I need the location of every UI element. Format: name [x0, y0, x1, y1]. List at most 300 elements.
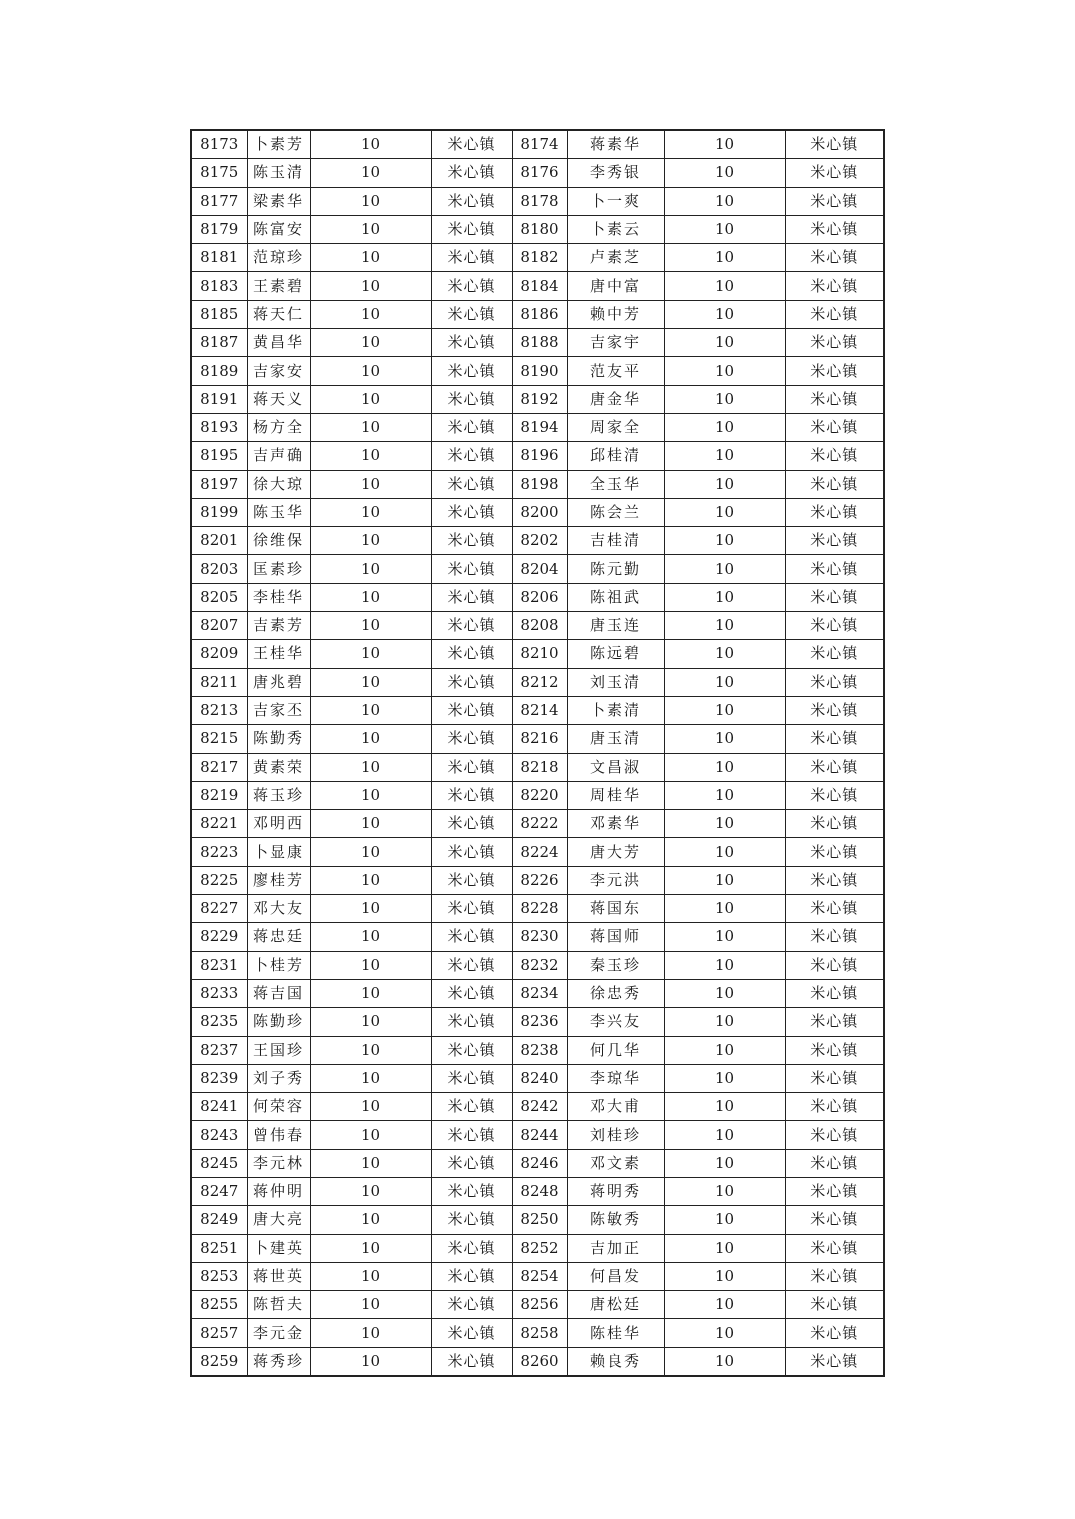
left-record-id-cell: 8179 [191, 215, 247, 243]
right-amount-cell: 10 [664, 244, 785, 272]
table-row [191, 696, 884, 724]
right-town-cell: 米心镇 [785, 1262, 884, 1290]
right-town-cell: 米心镇 [785, 413, 884, 441]
left-person-name-cell: 徐大琼 [247, 470, 310, 498]
left-amount-cell: 10 [310, 838, 431, 866]
left-person-name-cell: 邓明西 [247, 810, 310, 838]
right-amount-cell: 10 [664, 1291, 785, 1319]
left-town-cell: 米心镇 [431, 385, 512, 413]
roster-table-body [191, 130, 884, 1376]
right-person-name-cell: 范友平 [567, 357, 664, 385]
right-town-cell: 米心镇 [785, 555, 884, 583]
table-row [191, 1008, 884, 1036]
left-amount-cell: 10 [310, 413, 431, 441]
left-record-id-cell: 8257 [191, 1319, 247, 1347]
left-amount-cell: 10 [310, 696, 431, 724]
right-town-cell: 米心镇 [785, 1291, 884, 1319]
table-row [191, 159, 884, 187]
right-amount-cell: 10 [664, 640, 785, 668]
right-amount-cell: 10 [664, 1036, 785, 1064]
right-person-name-cell: 卜一爽 [567, 187, 664, 215]
right-record-id-cell: 8202 [512, 527, 567, 555]
left-town-cell: 米心镇 [431, 1064, 512, 1092]
right-amount-cell: 10 [664, 1206, 785, 1234]
right-town-cell: 米心镇 [785, 753, 884, 781]
right-amount-cell: 10 [664, 753, 785, 781]
right-record-id-cell: 8226 [512, 866, 567, 894]
right-person-name-cell: 邓文素 [567, 1149, 664, 1177]
right-amount-cell: 10 [664, 1347, 785, 1376]
right-person-name-cell: 全玉华 [567, 470, 664, 498]
right-amount-cell: 10 [664, 470, 785, 498]
right-record-id-cell: 8194 [512, 413, 567, 441]
left-town-cell: 米心镇 [431, 159, 512, 187]
left-person-name-cell: 王国珍 [247, 1036, 310, 1064]
table-row [191, 215, 884, 243]
left-amount-cell: 10 [310, 866, 431, 894]
right-town-cell: 米心镇 [785, 640, 884, 668]
left-person-name-cell: 蒋忠廷 [247, 923, 310, 951]
right-person-name-cell: 蒋素华 [567, 130, 664, 159]
left-town-cell: 米心镇 [431, 244, 512, 272]
right-town-cell: 米心镇 [785, 1093, 884, 1121]
left-amount-cell: 10 [310, 923, 431, 951]
right-town-cell: 米心镇 [785, 498, 884, 526]
right-record-id-cell: 8232 [512, 951, 567, 979]
left-person-name-cell: 卜建英 [247, 1234, 310, 1262]
right-record-id-cell: 8174 [512, 130, 567, 159]
right-record-id-cell: 8200 [512, 498, 567, 526]
left-record-id-cell: 8219 [191, 781, 247, 809]
table-row [191, 130, 884, 159]
left-record-id-cell: 8209 [191, 640, 247, 668]
left-amount-cell: 10 [310, 1291, 431, 1319]
right-person-name-cell: 唐玉连 [567, 612, 664, 640]
right-town-cell: 米心镇 [785, 272, 884, 300]
right-town-cell: 米心镇 [785, 1319, 884, 1347]
right-record-id-cell: 8240 [512, 1064, 567, 1092]
right-record-id-cell: 8250 [512, 1206, 567, 1234]
left-person-name-cell: 陈勤珍 [247, 1008, 310, 1036]
left-amount-cell: 10 [310, 130, 431, 159]
left-record-id-cell: 8245 [191, 1149, 247, 1177]
table-row [191, 300, 884, 328]
right-amount-cell: 10 [664, 838, 785, 866]
right-town-cell: 米心镇 [785, 1347, 884, 1376]
left-person-name-cell: 蒋秀珍 [247, 1347, 310, 1376]
right-town-cell: 米心镇 [785, 159, 884, 187]
left-person-name-cell: 吉家安 [247, 357, 310, 385]
left-town-cell: 米心镇 [431, 696, 512, 724]
left-town-cell: 米心镇 [431, 979, 512, 1007]
table-row [191, 866, 884, 894]
right-record-id-cell: 8224 [512, 838, 567, 866]
right-person-name-cell: 蒋明秀 [567, 1177, 664, 1205]
right-record-id-cell: 8236 [512, 1008, 567, 1036]
right-amount-cell: 10 [664, 1262, 785, 1290]
left-amount-cell: 10 [310, 159, 431, 187]
right-town-cell: 米心镇 [785, 725, 884, 753]
right-record-id-cell: 8238 [512, 1036, 567, 1064]
left-record-id-cell: 8187 [191, 329, 247, 357]
left-record-id-cell: 8217 [191, 753, 247, 781]
right-person-name-cell: 唐金华 [567, 385, 664, 413]
right-person-name-cell: 吉家宇 [567, 329, 664, 357]
left-person-name-cell: 蒋天仁 [247, 300, 310, 328]
right-record-id-cell: 8254 [512, 1262, 567, 1290]
left-person-name-cell: 廖桂芳 [247, 866, 310, 894]
right-town-cell: 米心镇 [785, 895, 884, 923]
left-person-name-cell: 梁素华 [247, 187, 310, 215]
left-record-id-cell: 8255 [191, 1291, 247, 1319]
left-person-name-cell: 陈玉清 [247, 159, 310, 187]
table-row [191, 1262, 884, 1290]
left-town-cell: 米心镇 [431, 753, 512, 781]
table-row [191, 187, 884, 215]
right-record-id-cell: 8218 [512, 753, 567, 781]
table-row [191, 244, 884, 272]
right-person-name-cell: 刘桂珍 [567, 1121, 664, 1149]
left-record-id-cell: 8203 [191, 555, 247, 583]
left-town-cell: 米心镇 [431, 1262, 512, 1290]
left-town-cell: 米心镇 [431, 923, 512, 951]
right-record-id-cell: 8246 [512, 1149, 567, 1177]
right-town-cell: 米心镇 [785, 979, 884, 1007]
left-person-name-cell: 王桂华 [247, 640, 310, 668]
left-person-name-cell: 吉声确 [247, 442, 310, 470]
right-person-name-cell: 陈远碧 [567, 640, 664, 668]
left-record-id-cell: 8241 [191, 1093, 247, 1121]
table-row [191, 895, 884, 923]
left-person-name-cell: 曾伟春 [247, 1121, 310, 1149]
left-amount-cell: 10 [310, 640, 431, 668]
left-record-id-cell: 8253 [191, 1262, 247, 1290]
right-record-id-cell: 8260 [512, 1347, 567, 1376]
left-record-id-cell: 8249 [191, 1206, 247, 1234]
right-record-id-cell: 8184 [512, 272, 567, 300]
left-record-id-cell: 8223 [191, 838, 247, 866]
right-person-name-cell: 李琼华 [567, 1064, 664, 1092]
left-person-name-cell: 蒋世英 [247, 1262, 310, 1290]
left-town-cell: 米心镇 [431, 555, 512, 583]
left-record-id-cell: 8191 [191, 385, 247, 413]
right-town-cell: 米心镇 [785, 612, 884, 640]
left-amount-cell: 10 [310, 555, 431, 583]
left-record-id-cell: 8251 [191, 1234, 247, 1262]
left-record-id-cell: 8243 [191, 1121, 247, 1149]
roster-table [190, 129, 885, 1377]
left-town-cell: 米心镇 [431, 1319, 512, 1347]
left-amount-cell: 10 [310, 1177, 431, 1205]
left-amount-cell: 10 [310, 951, 431, 979]
right-amount-cell: 10 [664, 1177, 785, 1205]
left-amount-cell: 10 [310, 979, 431, 1007]
table-row [191, 668, 884, 696]
left-record-id-cell: 8173 [191, 130, 247, 159]
table-row [191, 640, 884, 668]
left-amount-cell: 10 [310, 187, 431, 215]
right-amount-cell: 10 [664, 385, 785, 413]
table-row [191, 357, 884, 385]
right-person-name-cell: 赖中芳 [567, 300, 664, 328]
right-amount-cell: 10 [664, 215, 785, 243]
right-record-id-cell: 8178 [512, 187, 567, 215]
table-row [191, 753, 884, 781]
table-row [191, 923, 884, 951]
left-town-cell: 米心镇 [431, 583, 512, 611]
left-amount-cell: 10 [310, 385, 431, 413]
table-row [191, 555, 884, 583]
right-amount-cell: 10 [664, 413, 785, 441]
right-amount-cell: 10 [664, 895, 785, 923]
left-record-id-cell: 8237 [191, 1036, 247, 1064]
right-town-cell: 米心镇 [785, 951, 884, 979]
right-town-cell: 米心镇 [785, 187, 884, 215]
right-record-id-cell: 8182 [512, 244, 567, 272]
left-record-id-cell: 8215 [191, 725, 247, 753]
left-person-name-cell: 陈勤秀 [247, 725, 310, 753]
table-row [191, 1234, 884, 1262]
left-person-name-cell: 杨方全 [247, 413, 310, 441]
right-record-id-cell: 8186 [512, 300, 567, 328]
right-amount-cell: 10 [664, 1319, 785, 1347]
left-town-cell: 米心镇 [431, 1093, 512, 1121]
left-town-cell: 米心镇 [431, 442, 512, 470]
left-amount-cell: 10 [310, 498, 431, 526]
right-amount-cell: 10 [664, 696, 785, 724]
right-amount-cell: 10 [664, 555, 785, 583]
table-row [191, 583, 884, 611]
table-row [191, 385, 884, 413]
right-amount-cell: 10 [664, 272, 785, 300]
left-record-id-cell: 8211 [191, 668, 247, 696]
right-person-name-cell: 周家全 [567, 413, 664, 441]
right-record-id-cell: 8180 [512, 215, 567, 243]
left-town-cell: 米心镇 [431, 668, 512, 696]
right-person-name-cell: 陈敏秀 [567, 1206, 664, 1234]
right-record-id-cell: 8228 [512, 895, 567, 923]
right-town-cell: 米心镇 [785, 442, 884, 470]
left-amount-cell: 10 [310, 612, 431, 640]
right-record-id-cell: 8230 [512, 923, 567, 951]
right-amount-cell: 10 [664, 725, 785, 753]
right-amount-cell: 10 [664, 810, 785, 838]
right-person-name-cell: 蒋国东 [567, 895, 664, 923]
right-amount-cell: 10 [664, 1064, 785, 1092]
right-person-name-cell: 周桂华 [567, 781, 664, 809]
left-person-name-cell: 蒋仲明 [247, 1177, 310, 1205]
table-row [191, 838, 884, 866]
right-person-name-cell: 卜素清 [567, 696, 664, 724]
left-town-cell: 米心镇 [431, 1149, 512, 1177]
left-person-name-cell: 卜显康 [247, 838, 310, 866]
left-person-name-cell: 徐维保 [247, 527, 310, 555]
left-record-id-cell: 8175 [191, 159, 247, 187]
right-person-name-cell: 邓素华 [567, 810, 664, 838]
left-person-name-cell: 陈富安 [247, 215, 310, 243]
left-record-id-cell: 8181 [191, 244, 247, 272]
left-amount-cell: 10 [310, 895, 431, 923]
left-person-name-cell: 刘子秀 [247, 1064, 310, 1092]
left-record-id-cell: 8235 [191, 1008, 247, 1036]
right-amount-cell: 10 [664, 357, 785, 385]
right-record-id-cell: 8188 [512, 329, 567, 357]
right-record-id-cell: 8190 [512, 357, 567, 385]
right-record-id-cell: 8216 [512, 725, 567, 753]
left-town-cell: 米心镇 [431, 810, 512, 838]
left-amount-cell: 10 [310, 1008, 431, 1036]
right-record-id-cell: 8244 [512, 1121, 567, 1149]
left-record-id-cell: 8213 [191, 696, 247, 724]
table-row [191, 810, 884, 838]
right-amount-cell: 10 [664, 329, 785, 357]
table-row [191, 442, 884, 470]
right-person-name-cell: 赖良秀 [567, 1347, 664, 1376]
left-town-cell: 米心镇 [431, 612, 512, 640]
right-record-id-cell: 8192 [512, 385, 567, 413]
right-amount-cell: 10 [664, 300, 785, 328]
right-person-name-cell: 李元洪 [567, 866, 664, 894]
right-town-cell: 米心镇 [785, 130, 884, 159]
right-person-name-cell: 徐忠秀 [567, 979, 664, 1007]
left-town-cell: 米心镇 [431, 951, 512, 979]
right-amount-cell: 10 [664, 159, 785, 187]
table-row [191, 1177, 884, 1205]
right-town-cell: 米心镇 [785, 696, 884, 724]
left-record-id-cell: 8205 [191, 583, 247, 611]
right-town-cell: 米心镇 [785, 357, 884, 385]
left-amount-cell: 10 [310, 272, 431, 300]
left-amount-cell: 10 [310, 1319, 431, 1347]
right-person-name-cell: 刘玉清 [567, 668, 664, 696]
table-row [191, 498, 884, 526]
right-record-id-cell: 8212 [512, 668, 567, 696]
left-record-id-cell: 8193 [191, 413, 247, 441]
right-town-cell: 米心镇 [785, 838, 884, 866]
table-row [191, 951, 884, 979]
table-row [191, 725, 884, 753]
table-row [191, 1206, 884, 1234]
right-record-id-cell: 8206 [512, 583, 567, 611]
left-record-id-cell: 8195 [191, 442, 247, 470]
left-person-name-cell: 吉家丕 [247, 696, 310, 724]
left-town-cell: 米心镇 [431, 1177, 512, 1205]
right-town-cell: 米心镇 [785, 1177, 884, 1205]
left-record-id-cell: 8229 [191, 923, 247, 951]
right-town-cell: 米心镇 [785, 1036, 884, 1064]
right-person-name-cell: 邓大甫 [567, 1093, 664, 1121]
right-record-id-cell: 8258 [512, 1319, 567, 1347]
right-town-cell: 米心镇 [785, 527, 884, 555]
right-record-id-cell: 8242 [512, 1093, 567, 1121]
left-person-name-cell: 李元金 [247, 1319, 310, 1347]
left-amount-cell: 10 [310, 668, 431, 696]
left-amount-cell: 10 [310, 442, 431, 470]
right-amount-cell: 10 [664, 979, 785, 1007]
right-person-name-cell: 陈祖武 [567, 583, 664, 611]
left-town-cell: 米心镇 [431, 1234, 512, 1262]
left-amount-cell: 10 [310, 1093, 431, 1121]
right-record-id-cell: 8234 [512, 979, 567, 1007]
left-record-id-cell: 8247 [191, 1177, 247, 1205]
right-person-name-cell: 卜素云 [567, 215, 664, 243]
left-record-id-cell: 8189 [191, 357, 247, 385]
table-row [191, 1149, 884, 1177]
right-person-name-cell: 邱桂清 [567, 442, 664, 470]
right-record-id-cell: 8220 [512, 781, 567, 809]
left-town-cell: 米心镇 [431, 413, 512, 441]
right-amount-cell: 10 [664, 612, 785, 640]
right-record-id-cell: 8222 [512, 810, 567, 838]
right-town-cell: 米心镇 [785, 810, 884, 838]
right-amount-cell: 10 [664, 527, 785, 555]
right-town-cell: 米心镇 [785, 1149, 884, 1177]
right-person-name-cell: 唐中富 [567, 272, 664, 300]
right-town-cell: 米心镇 [785, 1206, 884, 1234]
right-person-name-cell: 唐玉清 [567, 725, 664, 753]
left-record-id-cell: 8225 [191, 866, 247, 894]
left-town-cell: 米心镇 [431, 781, 512, 809]
left-amount-cell: 10 [310, 357, 431, 385]
right-record-id-cell: 8252 [512, 1234, 567, 1262]
left-town-cell: 米心镇 [431, 300, 512, 328]
right-person-name-cell: 陈元勤 [567, 555, 664, 583]
left-person-name-cell: 李元林 [247, 1149, 310, 1177]
right-person-name-cell: 吉桂清 [567, 527, 664, 555]
left-amount-cell: 10 [310, 1234, 431, 1262]
left-record-id-cell: 8221 [191, 810, 247, 838]
left-amount-cell: 10 [310, 527, 431, 555]
left-town-cell: 米心镇 [431, 1008, 512, 1036]
left-town-cell: 米心镇 [431, 1036, 512, 1064]
right-town-cell: 米心镇 [785, 329, 884, 357]
table-row [191, 979, 884, 1007]
right-record-id-cell: 8214 [512, 696, 567, 724]
right-person-name-cell: 卢素芝 [567, 244, 664, 272]
left-person-name-cell: 黄昌华 [247, 329, 310, 357]
right-town-cell: 米心镇 [785, 668, 884, 696]
right-amount-cell: 10 [664, 130, 785, 159]
right-amount-cell: 10 [664, 866, 785, 894]
left-person-name-cell: 范琼珍 [247, 244, 310, 272]
right-town-cell: 米心镇 [785, 244, 884, 272]
right-town-cell: 米心镇 [785, 866, 884, 894]
left-town-cell: 米心镇 [431, 187, 512, 215]
left-amount-cell: 10 [310, 1121, 431, 1149]
left-town-cell: 米心镇 [431, 272, 512, 300]
right-record-id-cell: 8196 [512, 442, 567, 470]
table-row [191, 1121, 884, 1149]
right-amount-cell: 10 [664, 923, 785, 951]
left-amount-cell: 10 [310, 329, 431, 357]
right-amount-cell: 10 [664, 187, 785, 215]
left-amount-cell: 10 [310, 1036, 431, 1064]
left-amount-cell: 10 [310, 1262, 431, 1290]
left-person-name-cell: 唐大亮 [247, 1206, 310, 1234]
right-town-cell: 米心镇 [785, 1121, 884, 1149]
left-person-name-cell: 黄素荣 [247, 753, 310, 781]
left-person-name-cell: 卜桂芳 [247, 951, 310, 979]
left-amount-cell: 10 [310, 725, 431, 753]
table-row [191, 612, 884, 640]
right-amount-cell: 10 [664, 442, 785, 470]
left-town-cell: 米心镇 [431, 329, 512, 357]
right-record-id-cell: 8256 [512, 1291, 567, 1319]
left-town-cell: 米心镇 [431, 215, 512, 243]
right-town-cell: 米心镇 [785, 470, 884, 498]
table-row [191, 527, 884, 555]
left-town-cell: 米心镇 [431, 1291, 512, 1319]
